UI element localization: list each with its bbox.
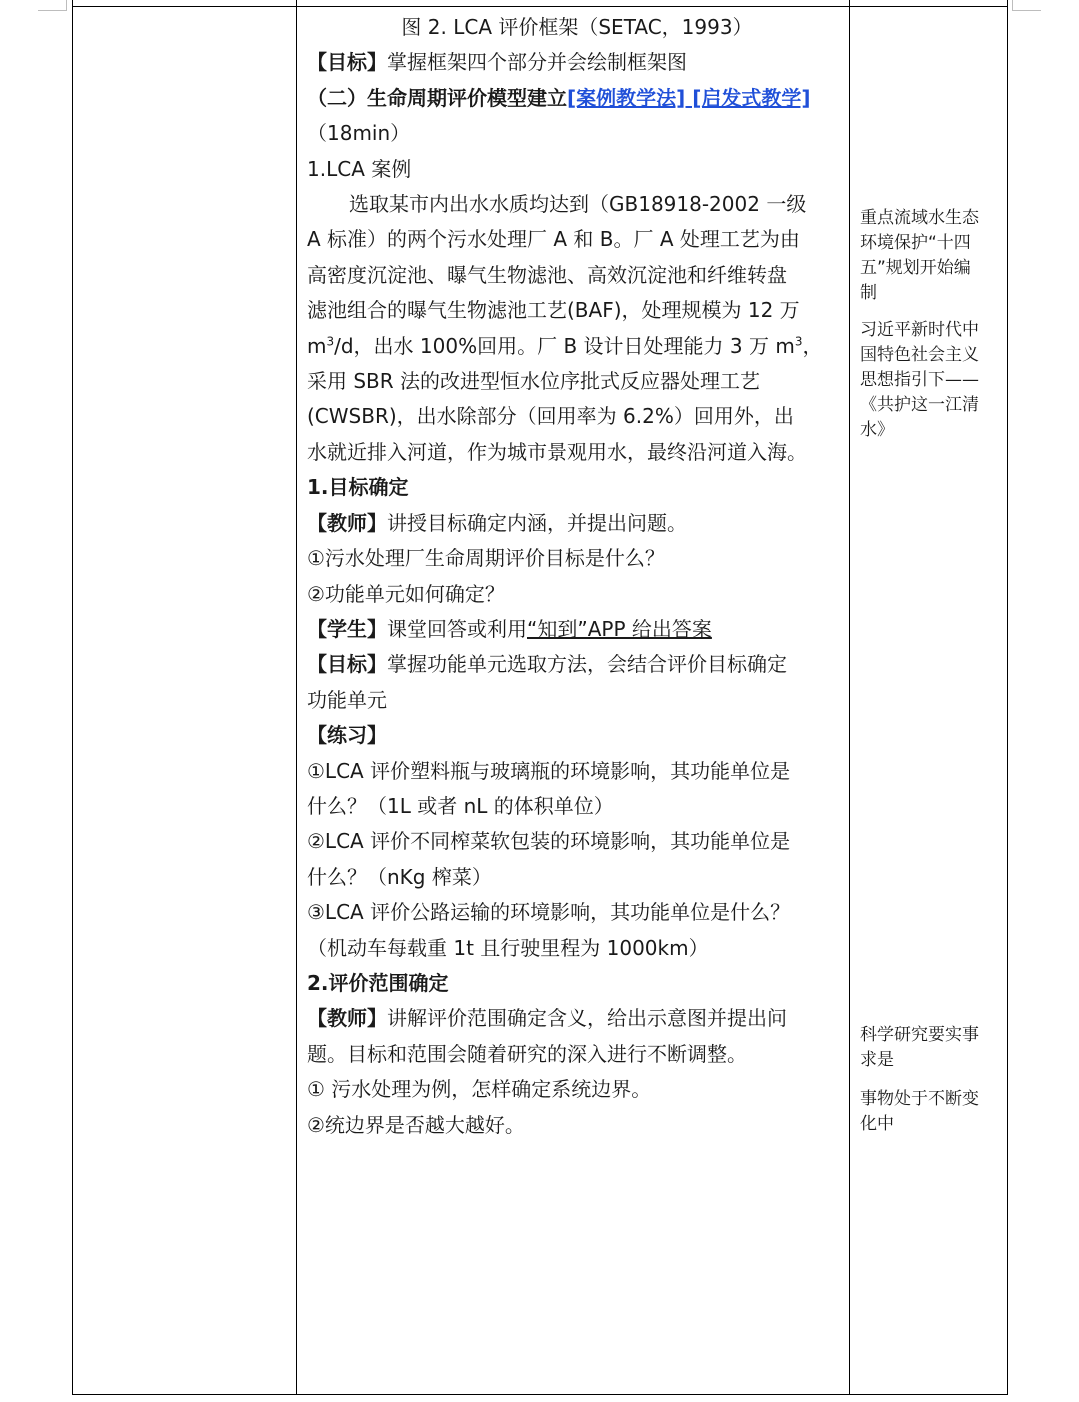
side-note-line: 求是 (860, 1050, 894, 1070)
crop-mark-top-right (1012, 0, 1041, 11)
section-duration: （18min） (307, 121, 411, 146)
side-note (860, 318, 1002, 443)
student-text: 课堂回答或利用 (387, 616, 527, 641)
practice-line: 什么？（nKg 榨菜） (307, 864, 492, 889)
case-text: /d，出水 100%回用。厂 B 设计日处理能力 3 万 m (334, 333, 795, 358)
teacher-text: 讲授目标确定内涵，并提出问题。 (387, 510, 687, 535)
case-paragraph-line: 滤池组合的曝气生物滤池工艺(BAF)，处理规模为 12 万 (307, 298, 800, 323)
goal-line-1 (307, 45, 847, 80)
side-note (860, 206, 1002, 306)
goal-text: 掌握框架四个部分并会绘制框架图 (387, 50, 687, 75)
question-item: ①污水处理厂生命周期评价目标是什么？ (307, 546, 665, 571)
table-border-top (72, 6, 1008, 7)
side-note-line: 五”规划开始编 (860, 258, 971, 278)
superscript: 3 (794, 334, 803, 348)
zhidao-app-link[interactable]: “知到”APP 给出答案 (527, 616, 712, 641)
unit-text: m (307, 333, 327, 358)
practice-label: 【练习】 (307, 723, 387, 748)
side-note-line: 国特色社会主义 (860, 345, 979, 365)
teacher-text: 讲解评价范围确定含义，给出示意图并提出问 (387, 1006, 787, 1031)
superscript: 3 (326, 334, 335, 348)
crop-mark-top-left (38, 0, 67, 11)
case-heading: 1.LCA 案例 (307, 156, 412, 181)
table-border-right (1007, 0, 1008, 1395)
teacher-line-2 (307, 1001, 847, 1036)
side-note-line: 科学研究要实事 (860, 1025, 979, 1045)
table-divider-col2 (849, 0, 850, 1395)
case-paragraph-line: 采用 SBR 法的改进型恒水位序批式反应器处理工艺 (307, 369, 761, 394)
question-item: ① 污水处理为例，怎样确定系统边界。 (307, 1077, 652, 1102)
table-divider-col1 (296, 0, 297, 1395)
side-notes-top (860, 206, 1002, 455)
section-title: （二）生命周期评价模型建立 (307, 85, 567, 110)
section-heading (307, 81, 847, 116)
teacher-line-1 (307, 506, 847, 541)
side-note-line: 化中 (860, 1114, 894, 1134)
side-note-line: 习近平新时代中 (860, 320, 979, 340)
figure-caption: 图 2. LCA 评价框架（SETAC，1993） (401, 15, 753, 39)
case-paragraph-line: 水就近排入河道，作为城市景观用水，最终沿河道入海。 (307, 439, 807, 464)
table-border-left (72, 0, 73, 1395)
case-paragraph-line: 选取某市内出水水质均达到（GB18918-2002 一级 (349, 192, 807, 217)
side-note-line: 水》 (860, 420, 894, 440)
goal-text-continued: 功能单元 (307, 687, 387, 712)
punctuation: ， (802, 333, 823, 358)
side-notes-bottom (860, 1023, 1002, 1149)
side-note-line: 重点流域水生态 (860, 208, 979, 228)
side-note-line: 《共护这一江清 (860, 395, 979, 415)
practice-line: ②LCA 评价不同榨菜软包装的环境影响，其功能单位是 (307, 829, 791, 854)
practice-line: ①LCA 评价塑料瓶与玻璃瓶的环境影响，其功能单位是 (307, 758, 791, 783)
goal-line-2 (307, 647, 847, 682)
question-item: ②统边界是否越大越好。 (307, 1112, 525, 1137)
teacher-label: 【教师】 (307, 510, 387, 535)
teaching-content-cell (307, 10, 847, 1143)
side-note-line: 环境保护“十四 (860, 233, 971, 253)
teaching-methods-link[interactable]: [案例教学法] [启发式教学] (567, 85, 811, 110)
case-paragraph-line: (CWSBR)，出水除部分（回用率为 6.2%）回用外，出 (307, 404, 794, 429)
side-note (860, 1087, 1002, 1137)
practice-line: （机动车每载重 1t 且行驶里程为 1000km） (307, 935, 709, 960)
goal-determination-heading: 1.目标确定 (307, 475, 409, 500)
case-paragraph-line: 高密度沉淀池、曝气生物滤池、高效沉淀池和纤维转盘 (307, 262, 787, 287)
side-note-line: 制 (860, 283, 877, 303)
side-note-line: 思想指引下—— (860, 370, 979, 390)
teacher-text-continued: 题。目标和范围会随着研究的深入进行不断调整。 (307, 1041, 747, 1066)
student-line (307, 612, 847, 647)
goal-text: 掌握功能单元选取方法，会结合评价目标确定 (387, 652, 787, 677)
student-label: 【学生】 (307, 616, 387, 641)
case-paragraph-line (307, 329, 847, 364)
table-border-bottom (72, 1394, 1008, 1395)
practice-line: 什么？（1L 或者 nL 的体积单位） (307, 793, 614, 818)
scope-heading: 2.评价范围确定 (307, 970, 449, 995)
goal-label: 【目标】 (307, 652, 387, 677)
side-note (860, 1023, 1002, 1073)
question-item: ②功能单元如何确定？ (307, 581, 505, 606)
goal-label: 【目标】 (307, 50, 387, 75)
practice-line: ③LCA 评价公路运输的环境影响，其功能单位是什么？ (307, 900, 791, 925)
case-paragraph-line: A 标准）的两个污水处理厂 A 和 B。厂 A 处理工艺为由 (307, 227, 800, 252)
side-note-line: 事物处于不断变 (860, 1089, 979, 1109)
teacher-label: 【教师】 (307, 1006, 387, 1031)
